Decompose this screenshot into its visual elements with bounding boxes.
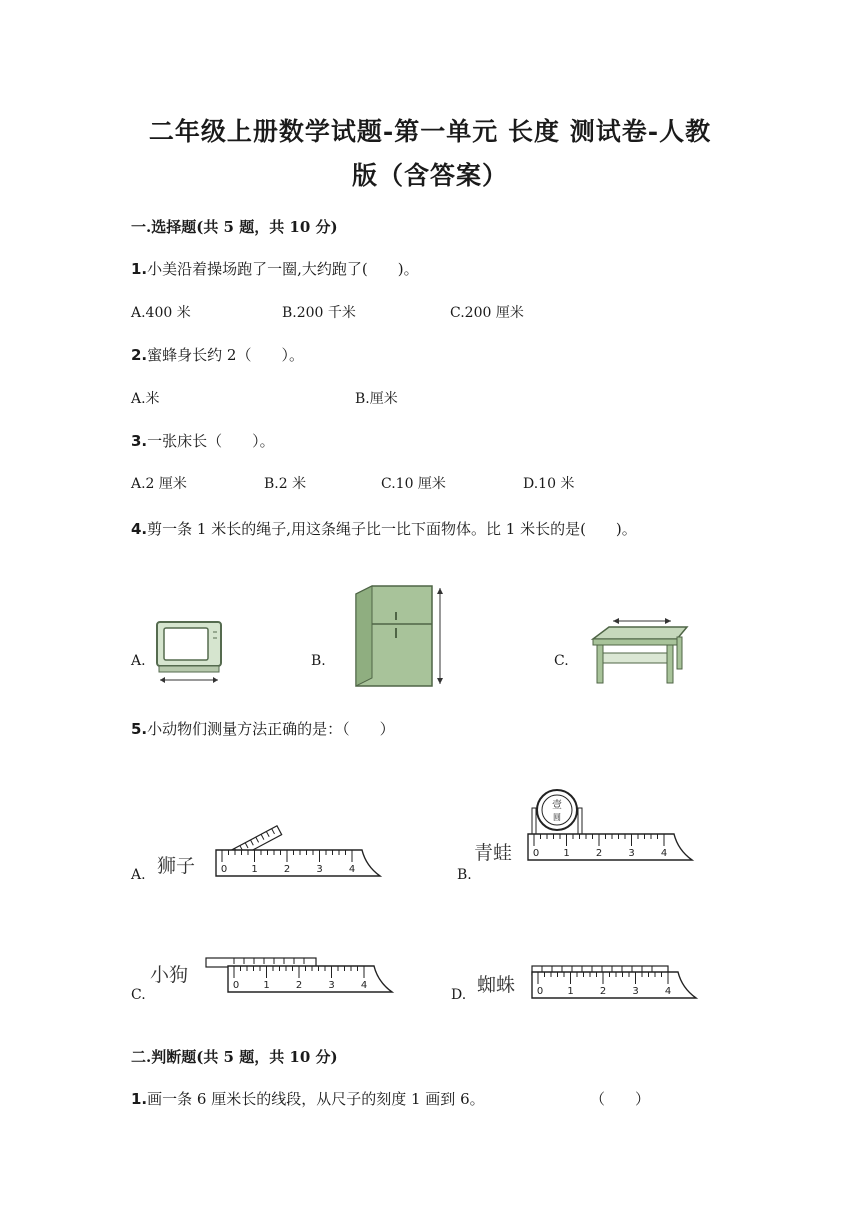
- ruler-tick-label: 0: [532, 848, 540, 859]
- question-text: 画一条 6 厘米长的线段，从尺子的刻度 1 画到 6。: [147, 1090, 485, 1108]
- question-text: 小美沿着操场跑了一圈,大约跑了( )。: [147, 260, 419, 278]
- ruler-tick-label: 0: [232, 980, 240, 991]
- option-4a[interactable]: A.: [131, 653, 146, 669]
- question-number: 1.: [131, 1090, 148, 1108]
- refrigerator-icon: [352, 584, 452, 690]
- ruler-tick-label: 3: [328, 980, 335, 991]
- option-4b[interactable]: B.: [311, 653, 326, 669]
- ruler-tick-label: 2: [283, 864, 291, 875]
- coin-text: 壹: [552, 800, 562, 811]
- section-heading-judgement: 二.判断题(共 5 题，共 10 分): [131, 1048, 338, 1066]
- question-text: 蜜蜂身长约 2（ ）。: [147, 346, 304, 364]
- question-3: [131, 430, 275, 451]
- ruler-tick-label: 0: [220, 864, 228, 875]
- animal-label-lion: 狮子: [157, 855, 196, 877]
- answer-blank[interactable]: （ ）: [590, 1090, 651, 1108]
- judgement-question-1: [131, 1088, 485, 1109]
- tv-icon: [155, 620, 225, 688]
- table-icon: [591, 615, 691, 689]
- ruler-tick-label: 4: [348, 864, 356, 875]
- option-3c[interactable]: C.10 厘米: [381, 476, 446, 492]
- spider-measure-illustration: [528, 964, 703, 1004]
- ruler: [528, 834, 692, 860]
- animal-label-frog: 青蛙: [474, 842, 513, 864]
- option-1b[interactable]: B.200 千米: [282, 305, 356, 321]
- ruler-tick-label: 3: [628, 848, 635, 859]
- dog-measure-illustration: [204, 956, 394, 996]
- animal-label-dog: 小狗: [150, 964, 189, 986]
- ruler-tick-label: 2: [595, 848, 603, 859]
- option-3a[interactable]: A.2 厘米: [131, 476, 187, 492]
- ruler: [532, 972, 696, 998]
- ruler-tick-label: 4: [664, 986, 672, 997]
- ruler: [216, 850, 380, 876]
- option-2b[interactable]: B.厘米: [355, 391, 398, 407]
- ruler-tick-label: 4: [360, 980, 368, 991]
- ruler-tick-label: 2: [599, 986, 607, 997]
- ruler-tick-label: 1: [567, 986, 574, 997]
- page-title-line2: 版（含答案）: [351, 161, 508, 190]
- option-3d[interactable]: D.10 米: [523, 476, 575, 492]
- section-heading-choice: 一.选择题(共 5 题，共 10 分): [131, 218, 338, 236]
- frog-measure-illustration: [526, 786, 696, 866]
- question-text: 剪一条 1 米长的绳子,用这条绳子比一比下面物体。比 1 米长的是( )。: [147, 520, 637, 538]
- option-5d[interactable]: D.: [451, 987, 467, 1003]
- question-1: [131, 258, 419, 279]
- question-number: 5.: [131, 720, 148, 738]
- animal-label-spider: 蜘蛛: [477, 974, 516, 996]
- option-4c[interactable]: C.: [554, 653, 569, 669]
- ruler-tick-label: 1: [251, 864, 258, 875]
- question-4: [131, 518, 637, 539]
- ruler-tick-label: 3: [632, 986, 639, 997]
- question-text: 一张床长（ ）。: [147, 432, 275, 450]
- question-number: 2.: [131, 346, 148, 364]
- option-5a[interactable]: A.: [131, 867, 146, 883]
- ruler-tick-label: 3: [316, 864, 323, 875]
- option-5c[interactable]: C.: [131, 987, 146, 1003]
- option-1a[interactable]: A.400 米: [131, 305, 191, 321]
- page-title: 二年级上册数学试题-第一单元 长度 测试卷-人教: [148, 117, 712, 146]
- question-2: [131, 344, 304, 365]
- ruler-tick-label: 1: [263, 980, 270, 991]
- option-3b[interactable]: B.2 米: [264, 476, 307, 492]
- question-number: 4.: [131, 520, 148, 538]
- question-5: [131, 718, 395, 739]
- option-1c[interactable]: C.200 厘米: [450, 305, 524, 321]
- coin-text: 圆: [553, 813, 561, 822]
- ruler-tick-label: 1: [563, 848, 570, 859]
- ruler-tick-label: 0: [536, 986, 544, 997]
- ruler-tick-label: 2: [295, 980, 303, 991]
- option-2a[interactable]: A.米: [131, 391, 160, 407]
- question-text: 小动物们测量方法正确的是：（ ）: [147, 720, 395, 738]
- lion-measure-illustration: [214, 820, 384, 880]
- ruler: [228, 966, 392, 992]
- question-number: 1.: [131, 260, 148, 278]
- option-5b[interactable]: B.: [457, 867, 472, 883]
- question-number: 3.: [131, 432, 148, 450]
- ruler-tick-label: 4: [660, 848, 668, 859]
- coin-icon: [532, 790, 582, 834]
